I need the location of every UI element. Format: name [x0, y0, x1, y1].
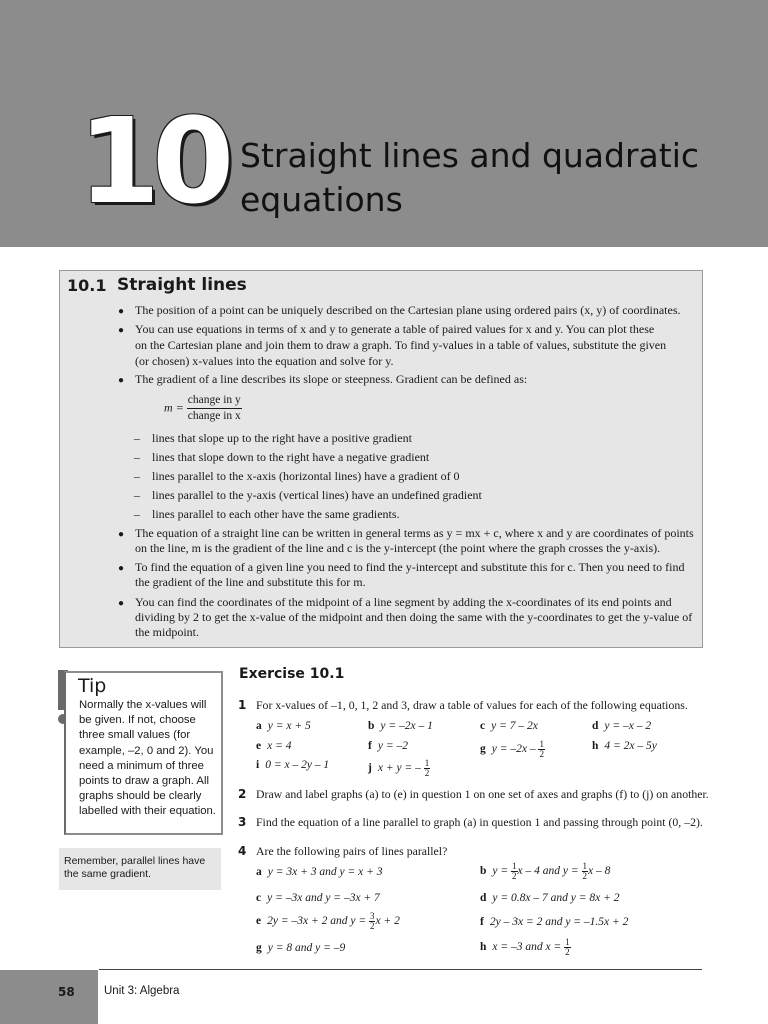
dash-icon: – — [134, 450, 140, 464]
bullet-icon: ● — [118, 563, 125, 574]
tip-heading: Tip — [78, 675, 107, 697]
bullet-4-line2: on the line, m is the gradient of the line and c is the y-intercept (the point where the graph crosses the y-axis). — [135, 541, 661, 555]
dash-icon: – — [134, 507, 140, 521]
bullet-2-line1: You can use equations in terms of x and y to generate a table of paired values for x and y. You can plot these — [135, 322, 655, 336]
bullet-icon: ● — [118, 529, 125, 540]
bullet-icon: ● — [118, 598, 125, 609]
q1-item-i: i 0 = x – 2y – 1 — [256, 759, 330, 771]
bullet-6-line3: the midpoint. — [135, 625, 199, 639]
q1-item-a: a y = x + 5 — [256, 720, 311, 732]
q1-item-j: j x + y = – $\frac{1}{2}$ — [368, 758, 430, 778]
question-number: 3 — [238, 815, 247, 829]
bullet-4-line1: The equation of a straight line can be written in general terms as y = mx + c, where x and y are coordinates of points — [135, 526, 694, 540]
section-title: Straight lines — [117, 275, 247, 295]
page-number-box — [0, 970, 98, 1024]
formula-fraction — [187, 393, 242, 424]
dash-icon: – — [134, 469, 140, 483]
question-text: Are the following pairs of lines parallel? — [256, 844, 448, 858]
q4-item-f: f 2y – 3x = 2 and y = –1.5x + 2 — [480, 916, 629, 928]
q4-item-g: g y = 8 and y = –9 — [256, 942, 346, 954]
q1-item-e: e x = 4 — [256, 740, 292, 752]
chapter-title-line1: Straight lines and quadratic — [240, 136, 700, 175]
footer-rule — [99, 969, 702, 970]
bullet-icon: ● — [118, 325, 125, 336]
bullet-icon: ● — [118, 306, 125, 317]
bullet-5-line1: To find the equation of a given line you need to find the y-intercept and substitute this for c. Then you need to find — [135, 560, 685, 574]
dash-icon: – — [134, 488, 140, 502]
bullet-3: The gradient of a line describes its slope or steepness. Gradient can be defined as: — [135, 372, 528, 386]
q1-item-g: g y = –2x – $\frac{1}{2}$ — [480, 739, 544, 759]
chapter-number: 10 — [78, 92, 227, 230]
bullet-icon: ● — [118, 375, 125, 386]
q1-item-f: f y = –2 — [368, 740, 408, 752]
q1-item-c: c y = 7 – 2x — [480, 720, 538, 732]
question-text: Find the equation of a line parallel to graph (a) in question 1 and passing through point (0, –2). — [256, 815, 703, 829]
unit-label: Unit 3: Algebra — [104, 985, 180, 997]
tip-text: Normally the x-values will be given. If not, choose three small values (for example, –2, 0 and 2). You need a minimum of three points to draw a graph. All graphs should be clearly labelled with their equation. — [79, 699, 216, 818]
section-number: 10.1 — [67, 276, 107, 295]
q1-item-b: b y = –2x – 1 — [368, 720, 433, 732]
question-text: For x-values of –1, 0, 1, 2 and 3, draw a table of values for each of the following equations. — [256, 698, 688, 712]
formula-denominator: change in x — [187, 410, 241, 422]
bullet-2-line2: on the Cartesian plane and join them to draw a graph. To find y-values in a table of values, substitute the given — [135, 338, 667, 352]
remember-note — [59, 848, 221, 890]
bullet-6-line2: dividing by 2 to get the x-value of the midpoint and then doing the same with the y-coordinates to get the y-value of — [135, 610, 693, 624]
bullet-5-line2: the gradient of the line and substitute this for m. — [135, 575, 366, 589]
remember-text: Remember, parallel lines have the same gradient. — [64, 855, 206, 880]
formula-lhs: m = — [164, 400, 184, 415]
chapter-title-line2: equations — [240, 180, 403, 219]
dash-icon: – — [134, 431, 140, 445]
bullet-1: The position of a point can be uniquely described on the Cartesian plane using ordered pairs (x, y) of coordinates. — [135, 303, 681, 317]
q4-item-h: h x = –3 and x = $\frac{1}{2}$ — [480, 937, 570, 957]
q1-item-d: d y = –x – 2 — [592, 720, 652, 732]
exercise-title: Exercise 10.1 — [239, 666, 345, 682]
dash-item: lines parallel to the y-axis (vertical lines) have an undefined gradient — [152, 488, 482, 502]
dash-item: lines that slope down to the right have a negative gradient — [152, 450, 430, 464]
question-number: 4 — [238, 844, 247, 858]
dash-item: lines parallel to each other have the same gradients. — [152, 507, 400, 521]
question-number: 2 — [238, 787, 247, 801]
question-text: Draw and label graphs (a) to (e) in question 1 on one set of axes and graphs (f) to (j) on another. — [256, 787, 709, 801]
q4-item-e: e 2y = –3x + 2 and y = $\frac{3}{2}$ x + 2 — [256, 911, 400, 931]
gradient-formula — [164, 393, 242, 424]
chapter-title — [240, 134, 740, 222]
q4-item-a: a y = 3x + 3 and y = x + 3 — [256, 866, 383, 878]
q4-item-d: d y = 0.8x – 7 and y = 8x + 2 — [480, 892, 620, 904]
bullet-2-line3: (or chosen) x-values into the equation and solve for y. — [135, 354, 394, 368]
formula-numerator: change in y — [187, 393, 242, 409]
bullet-6-line1: You can find the coordinates of the midpoint of a line segment by adding the x-coordinates of its end points and — [135, 595, 672, 609]
page-number: 58 — [58, 985, 75, 999]
dash-item: lines parallel to the x-axis (horizontal lines) have a gradient of 0 — [152, 469, 460, 483]
summary-box — [59, 270, 703, 648]
dash-item: lines that slope up to the right have a positive gradient — [152, 431, 412, 445]
q4-item-b: b y = $\frac{1}{2}$ x – 4 and y = $\frac{1}{2}$ x – 8 — [480, 861, 611, 881]
q4-item-c: c y = –3x and y = –3x + 7 — [256, 892, 380, 904]
q1-item-h: h 4 = 2x – 5y — [592, 740, 657, 752]
question-number: 1 — [238, 698, 247, 712]
